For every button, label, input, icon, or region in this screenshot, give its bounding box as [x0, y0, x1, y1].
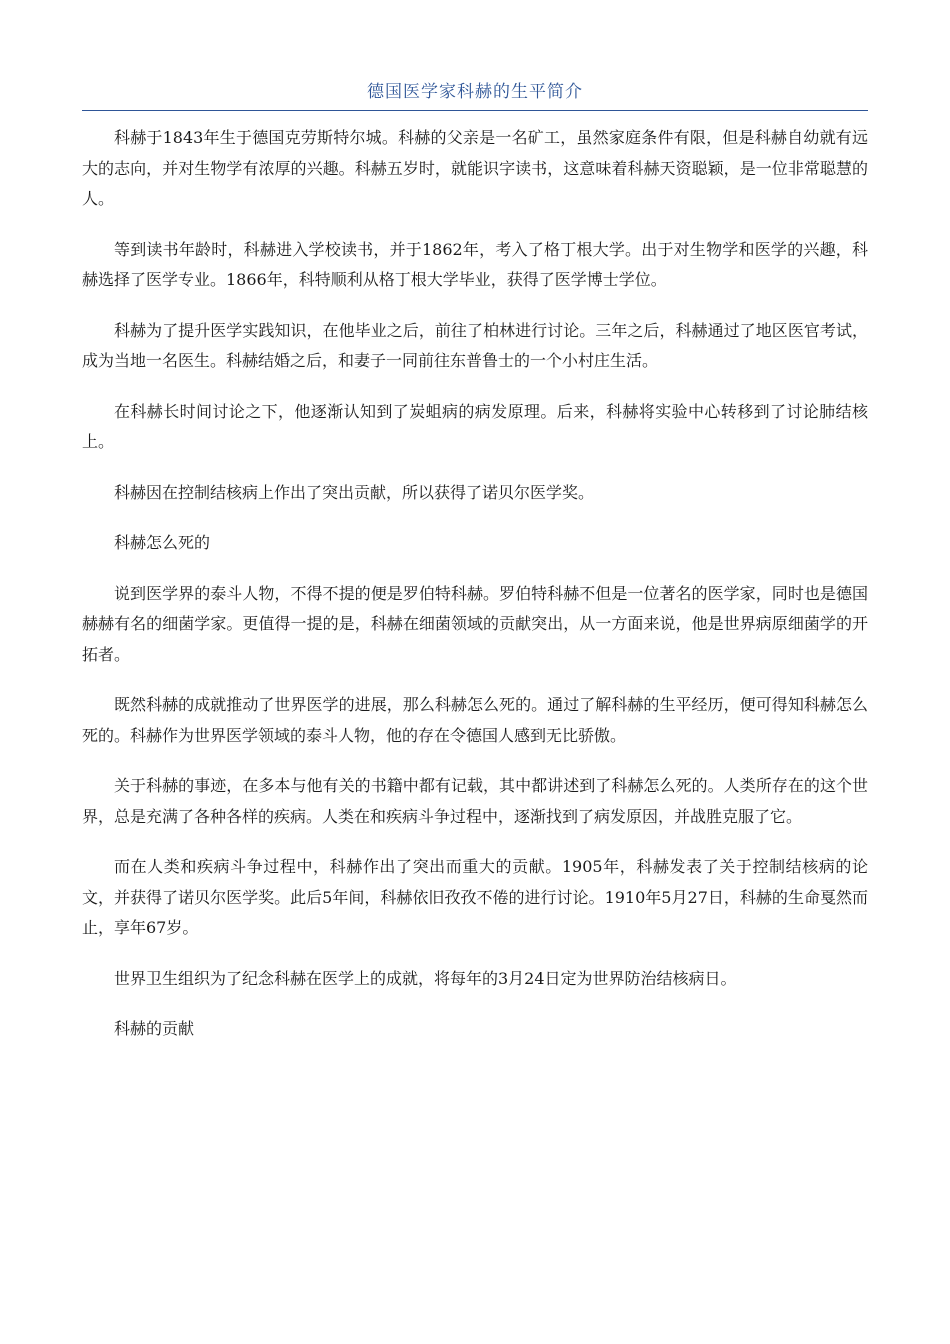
paragraph-7: 既然科赫的成就推动了世界医学的进展，那么科赫怎么死的。通过了解科赫的生平经历，便可得知科赫怎么死的。科赫作为世界医学领域的泰斗人物，他的存在令德国人感到无比骄傲。: [82, 695, 868, 745]
paragraph-9: 而在人类和疾病斗争过程中，科赫作出了突出而重大的贡献。1905年，科赫发表了关于控制结核病的论文，并获得了诺贝尔医学奖。此后5年间，科赫依旧孜孜不倦的进行讨论。1910年5月27日，科赫的生命戛然而止，享年67岁。: [82, 857, 868, 937]
document-page: [82, 78, 868, 1065]
section-heading-how-koch-died: 科赫怎么死的: [114, 533, 211, 552]
document-body: [82, 123, 868, 1045]
paragraph-4: 在科赫长时间讨论之下，他逐渐认知到了炭蛆病的病发原理。后来，科赫将实验中心转移到了讨论肺结核上。: [82, 401, 868, 451]
paragraph-10: 世界卫生组织为了纪念科赫在医学上的成就，将每年的3月24日定为世界防治结核病日。: [114, 968, 737, 988]
paragraph-1: 科赫于1843年生于德国克劳斯特尔城。科赫的父亲是一名矿工，虽然家庭条件有限，但是科赫自幼就有远大的志向，并对生物学有浓厚的兴趣。科赫五岁时，就能识字读书，这意味着科赫天资聪颖，是一位非常聪慧的人。: [82, 128, 868, 208]
paragraph-8: 关于科赫的事迹，在多本与他有关的书籍中都有记载，其中都讲述到了科赫怎么死的。人类所存在的这个世界，总是充满了各种各样的疾病。人类在和疾病斗争过程中，逐渐找到了病发原因，并战胜克服了它。: [82, 776, 868, 826]
section-heading-contributions: 科赫的贡献: [114, 1019, 195, 1038]
paragraph-2: 等到读书年龄时，科赫进入学校读书，并于1862年，考入了格丁根大学。出于对生物学和医学的兴趣，科赫选择了医学专业。1866年，科特顺利从格丁根大学毕业，获得了医学博士学位。: [82, 239, 868, 289]
paragraph-5: 科赫因在控制结核病上作出了突出贡献，所以获得了诺贝尔医学奖。: [114, 482, 595, 502]
document-header-title: 德国医学家科赫的生平简介: [82, 78, 868, 111]
paragraph-6: 说到医学界的泰斗人物，不得不提的便是罗伯特科赫。罗伯特科赫不但是一位著名的医学家，同时也是德国赫赫有名的细菌学家。更值得一提的是，科赫在细菌领域的贡献突出，从一方面来说，他是世界病原细菌学的开拓者。: [82, 583, 868, 664]
paragraph-3: 科赫为了提升医学实践知识，在他毕业之后，前往了柏林进行讨论。三年之后，科赫通过了地区医官考试，成为当地一名医生。科赫结婚之后，和妻子一同前往东普鲁士的一个小村庄生活。: [82, 320, 868, 370]
